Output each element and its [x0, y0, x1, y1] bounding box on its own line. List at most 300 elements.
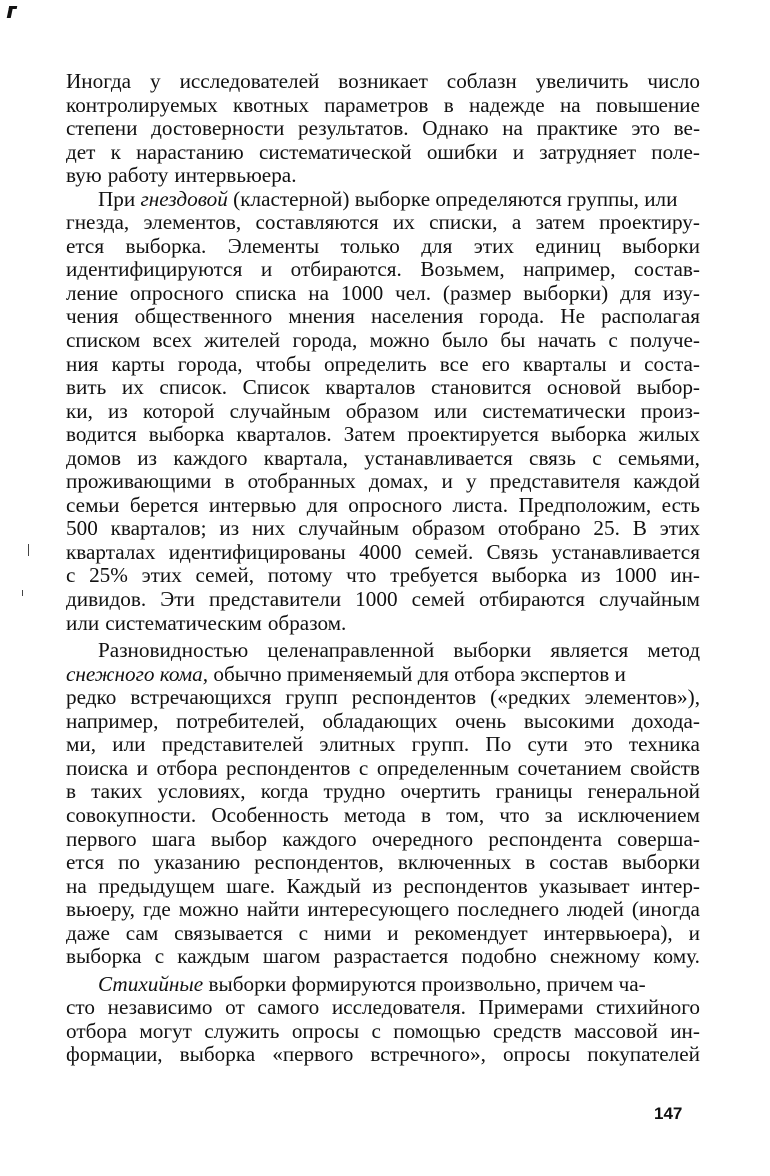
text-line	[66, 996, 700, 1020]
word: водится	[66, 422, 137, 447]
word: из	[219, 516, 240, 541]
word: первого	[66, 826, 137, 851]
word: ки,	[66, 398, 93, 423]
word: помощью	[393, 1018, 481, 1043]
word: каждой	[633, 469, 700, 494]
word: ми,	[66, 732, 97, 757]
word: в	[66, 779, 77, 804]
word: квотных	[233, 92, 309, 117]
word: условиях,	[157, 779, 246, 804]
text-line	[66, 282, 700, 306]
word: становится	[430, 375, 532, 400]
word: а	[511, 210, 522, 235]
word: 500	[66, 516, 98, 541]
word: чел.	[395, 280, 432, 305]
word: по	[118, 850, 140, 875]
word: границы	[495, 779, 573, 804]
word: карты	[111, 351, 165, 376]
word: разрастается	[333, 944, 449, 969]
word: опросы	[502, 1042, 571, 1067]
page-body	[66, 70, 700, 1067]
word: сути	[527, 732, 568, 757]
word: шаге.	[226, 873, 276, 898]
word: 25%	[89, 563, 128, 588]
word: из	[137, 445, 158, 470]
word: связь	[529, 445, 576, 470]
word: редко	[66, 685, 117, 710]
word: свойств	[630, 755, 700, 780]
word: Возьмем,	[420, 257, 505, 282]
word: из	[108, 398, 128, 423]
word: таких	[91, 779, 143, 804]
word: интересующего	[307, 897, 450, 922]
word: кому.	[653, 944, 700, 969]
text-line	[66, 353, 700, 377]
word: По	[485, 732, 512, 757]
word: сочетанием	[517, 755, 622, 780]
word: респондентов	[351, 685, 477, 710]
word: и	[512, 139, 525, 164]
word: соблазн	[446, 69, 517, 93]
word: соверша-	[617, 826, 700, 851]
word: том,	[446, 802, 485, 827]
word: квартала,	[263, 445, 348, 470]
word: поле-	[651, 139, 700, 164]
text-line	[66, 70, 700, 94]
word: ин-	[670, 563, 700, 588]
word: служить	[204, 1018, 280, 1043]
term-gnezdovaya: гнездовой	[140, 186, 228, 211]
word: систематическим	[105, 610, 262, 635]
word: респондента	[488, 826, 603, 851]
word: указывает	[539, 873, 630, 898]
text-line	[66, 1020, 700, 1044]
word: средств	[493, 1018, 562, 1043]
word: их	[392, 210, 415, 235]
word: отбора	[156, 755, 218, 780]
word: отобранных	[247, 469, 356, 494]
word: выбор	[210, 826, 268, 851]
text-line	[66, 447, 700, 471]
word: их	[121, 375, 144, 400]
word: которой	[142, 398, 215, 423]
word: состав-	[634, 257, 700, 282]
word: можно	[178, 897, 239, 922]
word: за	[544, 802, 563, 827]
text-run: выборки формируются произвольно, причем ча-	[203, 971, 646, 996]
word: его	[481, 351, 510, 376]
word: формации,	[66, 1042, 163, 1067]
word: потому	[267, 563, 333, 588]
text-line	[66, 945, 700, 969]
text-line	[66, 329, 700, 353]
word: случайным	[229, 398, 331, 423]
margin-mark	[28, 544, 29, 556]
word: случайным	[599, 587, 700, 612]
text-line	[66, 494, 700, 518]
word: представителей	[161, 732, 304, 757]
word: Список	[242, 375, 310, 400]
word: покупателей	[587, 1042, 700, 1067]
word: кварталов.	[236, 422, 332, 447]
word: для	[620, 280, 652, 305]
text-line	[66, 710, 700, 734]
word: метода	[343, 802, 406, 827]
word: потребителей,	[176, 708, 305, 733]
word: очередного	[371, 826, 474, 851]
word: ошибки	[426, 139, 498, 164]
word: или	[434, 398, 468, 423]
word: к	[110, 139, 121, 164]
word: только	[340, 233, 400, 258]
text-line	[66, 517, 700, 541]
corner-scan-mark	[7, 6, 14, 18]
text-line	[66, 94, 700, 118]
word: контролируемых	[66, 92, 218, 117]
word: людей	[567, 897, 624, 922]
text-line	[66, 258, 700, 282]
word: Особенность	[211, 802, 329, 827]
word: что	[499, 802, 530, 827]
word: исследователя.	[331, 995, 466, 1020]
word: Затем	[343, 422, 396, 447]
word: совокупности.	[66, 802, 197, 827]
word: ление	[66, 280, 119, 305]
word: Каждый	[286, 873, 361, 898]
word: с	[154, 944, 165, 969]
term-snezhny-kom: снежного кома,	[66, 661, 209, 686]
word: интервью	[208, 492, 297, 517]
word: жилых	[638, 422, 700, 447]
word: затем	[535, 210, 585, 235]
word: степени	[66, 116, 138, 141]
word: идентифицированы	[168, 539, 346, 564]
text-line	[66, 423, 700, 447]
word: с	[66, 563, 76, 588]
word: проектируется	[407, 422, 539, 447]
word: дет	[66, 139, 96, 164]
word: это	[584, 732, 613, 757]
text-line	[66, 875, 700, 899]
word: когда	[260, 779, 309, 804]
word: найти	[246, 897, 300, 922]
word: Элементы	[227, 233, 320, 258]
word: последнего	[457, 897, 560, 922]
word: списка	[235, 280, 297, 305]
text-line	[66, 117, 700, 141]
word: в	[443, 92, 454, 117]
text-line	[66, 541, 700, 565]
word: отбираются	[478, 587, 585, 612]
word: обладающих	[322, 708, 438, 733]
word: из	[372, 873, 392, 898]
word: списком	[66, 328, 141, 353]
word: респондентов	[226, 755, 351, 780]
word: соста-	[644, 351, 700, 376]
word: подобно	[461, 944, 537, 969]
word: и	[136, 755, 148, 780]
word: вьюеру,	[66, 897, 135, 922]
word: «первого	[272, 1042, 354, 1067]
word: списки,	[429, 210, 498, 235]
word: указанию	[153, 850, 241, 875]
word: на	[308, 280, 330, 305]
word: В	[632, 516, 647, 541]
text-line	[66, 588, 700, 612]
word: ется	[66, 233, 105, 258]
word: выборка	[179, 1042, 256, 1067]
word: где	[142, 897, 171, 922]
word: сам	[125, 920, 159, 945]
word: достоверности	[151, 116, 285, 141]
word: каждого	[173, 445, 248, 470]
word: снежному	[549, 944, 641, 969]
word: у	[465, 469, 477, 494]
word: для	[306, 492, 338, 517]
word: семьи	[66, 492, 120, 517]
word: выбор-	[636, 375, 700, 400]
word: на	[559, 92, 581, 117]
paragraph-first-line	[66, 188, 700, 212]
word: интервьюера.	[174, 163, 297, 188]
word: было	[441, 328, 489, 353]
word: общественного	[134, 304, 273, 329]
word: нарастанию	[136, 139, 244, 164]
word: список.	[159, 375, 228, 400]
word: Предположим,	[518, 492, 652, 517]
word: кварталов;	[110, 516, 207, 541]
word: от	[225, 995, 245, 1020]
word: (размер	[442, 280, 512, 305]
word: и	[387, 920, 399, 945]
word: требуется	[390, 563, 478, 588]
word: Эти	[160, 587, 195, 612]
word: устанавливается	[364, 445, 513, 470]
word: Однако	[422, 116, 489, 141]
word: 1000	[340, 280, 384, 305]
word: практике	[536, 116, 618, 141]
word: дивидов.	[66, 587, 147, 612]
text-line	[66, 164, 700, 188]
text-line	[66, 780, 700, 804]
text-line	[66, 898, 700, 922]
word: могут	[139, 1018, 192, 1043]
word: семей	[411, 587, 465, 612]
word: этих	[659, 516, 700, 541]
word: жителей	[204, 328, 281, 353]
text-line	[66, 733, 700, 757]
word: групп.	[411, 732, 470, 757]
word: например,	[523, 257, 616, 282]
word: ин-	[670, 1018, 700, 1043]
word: очертить	[400, 779, 481, 804]
word: встречного»,	[370, 1042, 486, 1067]
word: (иногда	[631, 897, 700, 922]
word: техника	[628, 732, 700, 757]
word: на	[502, 116, 523, 141]
word: массовой	[573, 1018, 658, 1043]
word: состав	[549, 850, 609, 875]
word: с	[358, 755, 369, 780]
word: семьями,	[617, 445, 700, 470]
word: или	[66, 610, 100, 635]
word: самого	[257, 995, 320, 1020]
word: с	[371, 1018, 381, 1043]
word: с	[298, 920, 309, 945]
word: ния	[66, 351, 99, 376]
word: города.	[479, 304, 545, 329]
text-line	[66, 686, 700, 710]
word: выборка.	[125, 233, 207, 258]
word: мнения	[288, 304, 355, 329]
text-line	[66, 828, 700, 852]
word: бы	[500, 328, 526, 353]
word: с	[592, 445, 602, 470]
word: выборка	[66, 944, 142, 969]
word: трудно	[323, 779, 386, 804]
word: на	[66, 873, 87, 898]
word: выборки	[453, 638, 532, 663]
word: этих	[473, 233, 515, 258]
word: семей.	[414, 539, 474, 564]
text-line	[66, 235, 700, 259]
word: города,	[177, 351, 243, 376]
word: генеральной	[587, 779, 700, 804]
text-line	[66, 305, 700, 329]
word: вую	[66, 163, 102, 188]
word: выборки	[622, 850, 700, 875]
word: и	[260, 257, 273, 282]
word: них	[251, 516, 286, 541]
word: ется	[66, 850, 105, 875]
text-line	[66, 376, 700, 400]
word: выборка	[148, 422, 225, 447]
word: есть	[661, 492, 700, 517]
word: это	[631, 116, 661, 141]
word: в	[525, 850, 536, 875]
word: образом.	[267, 610, 347, 635]
word: рекомендует	[414, 920, 528, 945]
word: Разновидностью	[98, 638, 249, 663]
word: устанавливается	[551, 539, 700, 564]
word: случайным	[298, 516, 400, 541]
word: выборки	[622, 233, 700, 258]
word: исключением	[577, 802, 700, 827]
word: метод	[647, 638, 700, 663]
word: высокими	[523, 708, 615, 733]
page-number: 147	[654, 1104, 683, 1123]
word: повышение	[595, 92, 700, 117]
word: элементов,	[143, 210, 242, 235]
word: идентифицируются	[66, 257, 243, 282]
word: предыдущем	[98, 873, 215, 898]
word: каждым	[177, 944, 250, 969]
word: домов	[66, 445, 121, 470]
text-line	[66, 400, 700, 424]
word: интер-	[641, 873, 700, 898]
word: и	[441, 469, 453, 494]
word: связывается	[174, 920, 283, 945]
word: результатов.	[298, 116, 409, 141]
text-line	[66, 851, 700, 875]
word: ве-	[673, 116, 700, 141]
word: параметров	[324, 92, 429, 117]
word: возникает	[338, 69, 428, 93]
word: независимо	[107, 995, 213, 1020]
word: из	[580, 563, 601, 588]
word: затрудняет	[539, 139, 637, 164]
word: что	[346, 563, 377, 588]
word: этих	[141, 563, 182, 588]
word: является	[550, 638, 629, 663]
word: выборка	[550, 422, 627, 447]
word: шага	[151, 826, 196, 851]
word: встречающихся	[130, 685, 272, 710]
word: даже	[66, 920, 110, 945]
word: определить	[323, 351, 427, 376]
word: образом	[345, 398, 419, 423]
text-run: При	[98, 186, 141, 211]
word: с	[608, 328, 618, 353]
word: очень	[455, 708, 507, 733]
word: определенным	[376, 755, 510, 780]
paragraph-second-line	[66, 663, 700, 687]
word: начать	[537, 328, 597, 353]
word: населения	[371, 304, 464, 329]
text-line	[66, 211, 700, 235]
text-line	[66, 757, 700, 781]
word: располагая	[601, 304, 700, 329]
word: проектиру-	[599, 210, 700, 235]
word: систематической	[258, 139, 412, 164]
word: дохода-	[632, 708, 700, 733]
word: можно	[369, 328, 430, 353]
word: 25.	[593, 516, 620, 541]
word: 1000	[355, 587, 398, 612]
word: кварталов	[325, 375, 416, 400]
word: надежде	[468, 92, 545, 117]
word: респондентов	[403, 873, 528, 898]
word: работу	[107, 163, 169, 188]
word: ними	[323, 920, 372, 945]
word: опросного	[129, 280, 224, 305]
word: число	[647, 69, 700, 93]
word: берется	[129, 492, 199, 517]
word: кварталах	[66, 539, 156, 564]
word: Не	[560, 304, 585, 329]
text-line	[66, 804, 700, 828]
word: всех	[152, 328, 192, 353]
word: изу-	[663, 280, 700, 305]
word: сто	[66, 995, 95, 1020]
word: включенных	[397, 850, 512, 875]
text-run: (кластерной) выборке определяются группы, или	[227, 186, 678, 211]
term-stikhiynye: Стихийные	[98, 971, 204, 996]
word: произ-	[640, 398, 700, 423]
word: респондентов,	[254, 850, 384, 875]
word: 4000	[359, 539, 402, 564]
word: стихийного	[595, 995, 700, 1020]
word: выборка	[491, 563, 568, 588]
word: увеличить	[535, 69, 629, 93]
word: у	[150, 69, 161, 93]
word: все	[439, 351, 469, 376]
word: вить	[66, 375, 107, 400]
word: проживающими	[66, 469, 212, 494]
word: элитных	[319, 732, 396, 757]
word: поиска	[66, 755, 129, 780]
word: элементов»),	[584, 685, 700, 710]
